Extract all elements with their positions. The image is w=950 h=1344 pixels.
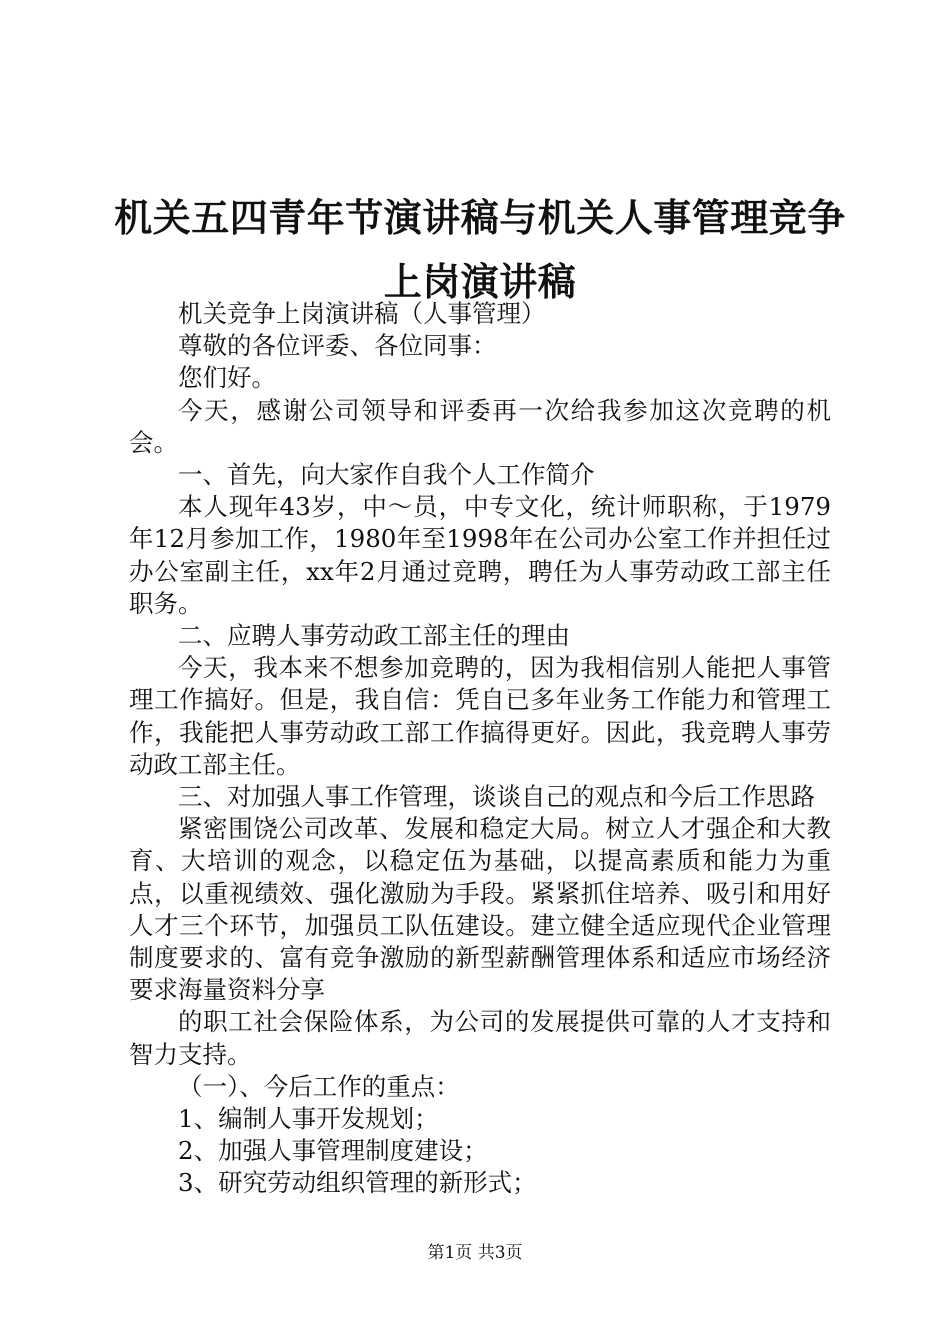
section-heading: 一、首先，向大家作自我个人工作简介 bbox=[178, 460, 595, 490]
list-item: 2、加强人事管理制度建设； bbox=[178, 1136, 488, 1166]
subsection-heading: （一）、今后工作的重点： bbox=[178, 1071, 460, 1101]
list-item: 1、编制人事开发规划； bbox=[178, 1104, 439, 1134]
paragraph: 紧密围饶公司改革、发展和稳定大局。树立人才强企和大教育、大培训的观念，以稳定伍为基础，以提高素质和能力为重点，以重视绩效、强化激励为手段。紧紧抓住培养、吸引和用好人才三个环节，加强员工队伍建设。建立健全适应现代企业管理制度要求的、富有竞争激励的新型薪酬管理体系和适应市场经济要求海量资料分享 bbox=[129, 814, 831, 1005]
document-body bbox=[129, 298, 831, 1200]
document-title: 机关五四青年节演讲稿与机关人事管理竞争上岗演讲稿 bbox=[114, 195, 846, 304]
paragraph: 您们好。 bbox=[178, 363, 276, 393]
paragraph: 本人现年43岁，中～员，中专文化，统计师职称，于1979年12月参加工作，1980年至1998年在公司办公室工作并担任过办公室副主任，xx年2月通过竞聘，聘任为人事劳动政工部主任职务。 bbox=[129, 492, 831, 618]
paragraph: 今天，感谢公司领导和评委再一次给我参加这次竞聘的机会。 bbox=[129, 395, 831, 457]
section-heading: 三、对加强人事工作管理，谈谈自己的观点和今后工作思路 bbox=[178, 782, 815, 812]
paragraph: 尊敬的各位评委、各位同事： bbox=[178, 331, 497, 361]
paragraph: 今天，我本来不想参加竞聘的，因为我相信别人能把人事管理工作搞好。但是，我自信：凭自已多年业务工作能力和管理工作，我能把人事劳动政工部工作搞得更好。因此，我竞聘人事劳动政工部主任。 bbox=[129, 653, 831, 779]
page-footer: 第1页 共3页 bbox=[427, 1243, 523, 1263]
section-heading: 二、应聘人事劳动政工部主任的理由 bbox=[178, 621, 570, 651]
paragraph: 机关竞争上岗演讲稿（人事管理） bbox=[178, 299, 546, 328]
list-item: 3、研究劳动组织管理的新形式； bbox=[178, 1168, 537, 1198]
paragraph: 的职工社会保险体系，为公司的发展提供可靠的人才支持和智力支持。 bbox=[129, 1007, 831, 1069]
